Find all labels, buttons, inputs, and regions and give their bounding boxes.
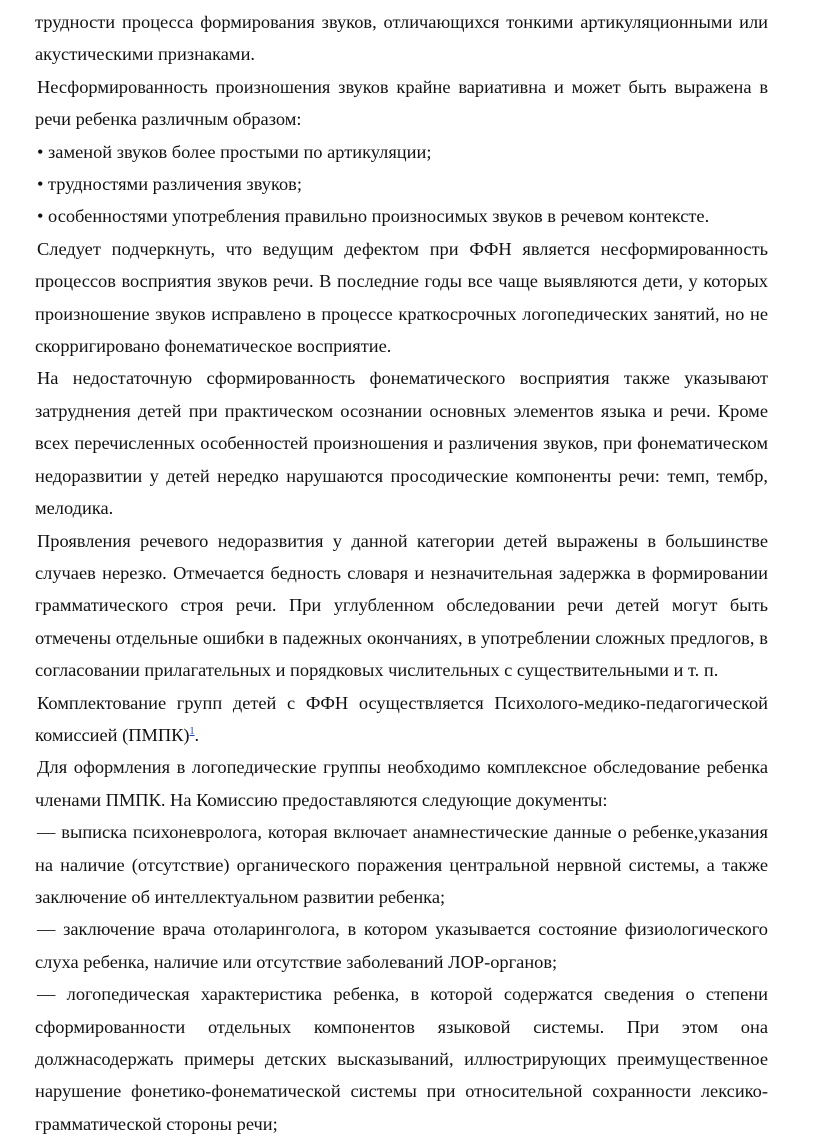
paragraph: Следует подчеркнуть, что ведущим дефектом при ФФН является несформированность процессов восприятия звуков речи. В последние годы все чаще выявляются дети, у которых произношение звуков исправлено в процессе краткосрочных логопедических занятий, но не скорригировано фонематическое восприятие. <box>35 238 768 357</box>
paragraph <box>35 71 768 136</box>
paragraph: На недостаточную сформированность фонематического восприятия также указывают затруднения детей при практическом осознании основных элементов языка и речи. Кроме всех перечисленных особенностей произношения и различения звуков, при фонематическом недоразвитии у детей нередко нарушаются просодические компоненты речи: темп, тембр, мелодика. <box>35 368 768 519</box>
bullet-item: • заменой звуков более простыми по артикуляции; <box>37 141 432 162</box>
paragraph-continuation: трудности процесса формирования звуков, отличающихся тонкими артикуляционными или акустическими признаками. <box>35 12 768 65</box>
paragraph-end: . <box>194 724 200 745</box>
paragraph: Для оформления в логопедические группы необходимо комплексное обследование ребенка членами ПМПК. На Комиссию предоставляются следующие документы: <box>35 757 768 810</box>
dash-item: — выписка психоневролога, которая включает анамнестические данные о ребенке,указания на наличие (отсутствие) органического поражения центральной нервной системы, а также заключение об интеллектуальном развитии ребенка; <box>35 822 768 907</box>
footnote-link[interactable]: 1 <box>189 725 195 737</box>
dash-item: — заключение врача отоларинголога, в котором указывается состояние физиологического слуха ребенка, наличие или отсутствие заболеваний ЛОР-органов; <box>35 919 768 972</box>
bullet-item: • особенностями употребления правильно произносимых звуков в речевом контексте. <box>37 206 710 227</box>
document-body <box>35 6 768 1140</box>
bullet-item: • трудностями различения звуков; <box>37 174 302 195</box>
paragraph-text: Комплектование групп детей с ФФН осуществляется Психолого-медико-педагогической комиссией (ПМПК) <box>35 692 768 745</box>
paragraph-text: Несформированность произношения звуков крайне вариативна и может быть выражена в речи ребенка различным образом: <box>35 76 768 130</box>
paragraph: Проявления речевого недоразвития у данной категории детей выражены в большинстве случаев нерезко. Отмечается бедность словаря и незначительная задержка в формировании грамматического строя речи. При углубленном обследовании речи детей могут быть отмечены отдельные ошибки в падежных окончаниях, в употреблении сложных предлогов, в согласовании прилагательных и порядковых числительных с существительными и т. п. <box>35 530 768 681</box>
paragraph-with-footnote <box>35 687 768 752</box>
dash-item: — логопедическая характеристика ребенка, в которой содержатся сведения о степени сформированности отдельных компонентов языковой системы. При этом она должнасодержать примеры детских высказываний, иллюстрирующих преимущественное нарушение фонетико-фонематической системы при относительной сохранности лексико-грамматической стороны речи; <box>35 984 768 1134</box>
